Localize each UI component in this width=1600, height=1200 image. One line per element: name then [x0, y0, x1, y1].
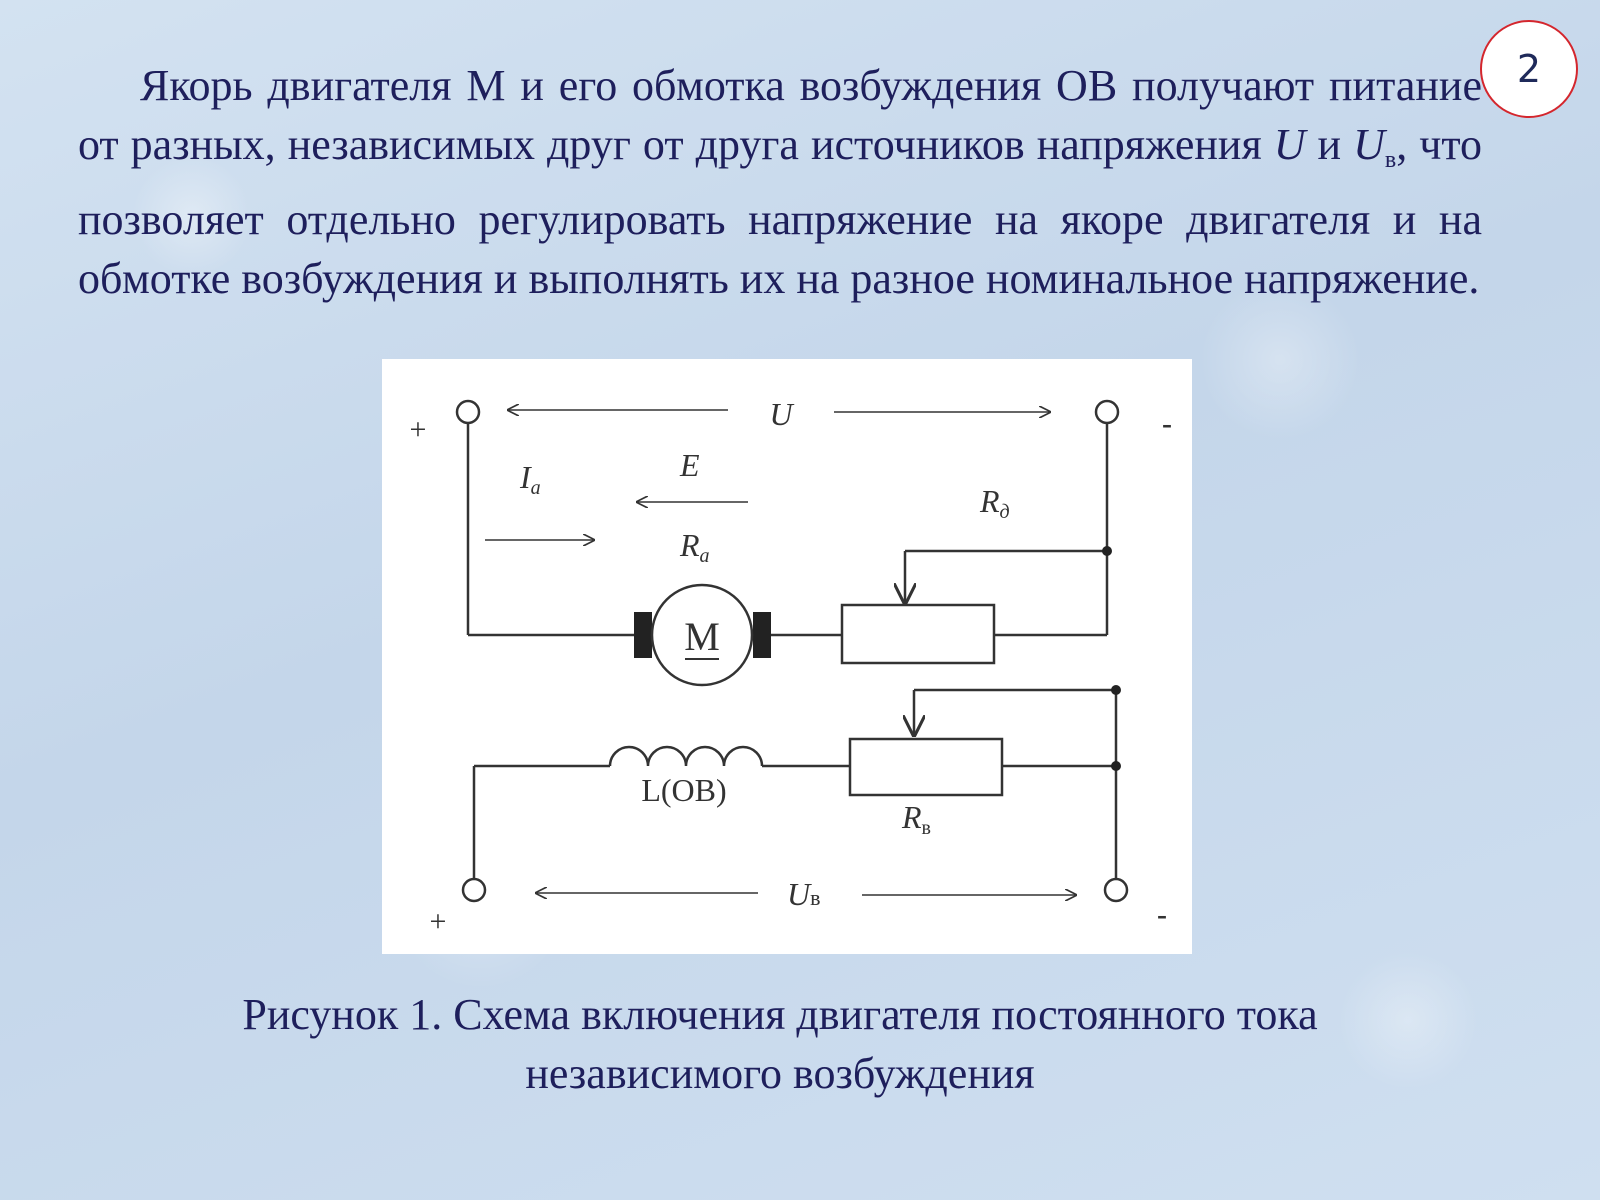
motor-brush-right [753, 612, 771, 658]
uv-label: Uв [787, 876, 821, 912]
var-uv: U [1353, 120, 1385, 169]
terminal-plus-bottom [463, 879, 485, 901]
motor-label: М [684, 614, 720, 659]
resistor-rd [842, 605, 994, 663]
body-text-part2: , что позволяет отдельно регулировать напряжение на якоре двигателя и на обмотке возбуждения и выполнять их на разное номинальное напряжение. [78, 120, 1483, 303]
circuit-diagram-svg [382, 359, 1192, 954]
u-label: U [769, 396, 793, 432]
plus-top-label: + [409, 413, 427, 446]
terminal-minus-top [1096, 401, 1118, 423]
page-number-badge: 2 [1480, 20, 1578, 118]
l-ov-label: L(ОВ) [641, 772, 727, 808]
junction-dot-lower [1111, 761, 1121, 771]
junction-dot-upper [1111, 685, 1121, 695]
field-circuit-wires [474, 690, 1116, 878]
minus-top-label: - [1162, 407, 1172, 440]
resistor-rv [850, 739, 1002, 795]
body-paragraph [78, 56, 1482, 308]
var-u: U [1273, 120, 1306, 169]
field-coil [610, 747, 762, 766]
terminal-minus-bottom [1105, 879, 1127, 901]
terminal-plus-top [457, 401, 479, 423]
motor-symbol [634, 585, 771, 685]
minus-bottom-label: - [1157, 898, 1167, 931]
ra-label: Ra [680, 527, 710, 567]
circuit-diagram [382, 359, 1192, 954]
e-label: E [680, 447, 700, 483]
ia-label: Ia [520, 459, 541, 499]
body-text-part1: Якорь двигателя М и его обмотка возбуждения ОВ получают питание от разных, независимых друг от друга источников напряжения [78, 61, 1482, 169]
figure-caption [80, 985, 1480, 1103]
motor-brush-left [634, 612, 652, 658]
rd-label: Rд [980, 483, 1010, 523]
caption-line-2: независимого возбуждения [525, 1049, 1035, 1098]
rv-label: Rв [902, 799, 931, 839]
armature-circuit-wires [468, 412, 1107, 635]
bottom-terminals [463, 685, 1127, 901]
junction-dot-top [1102, 546, 1112, 556]
plus-bottom-label: + [429, 905, 447, 938]
var-uv-subscript: в [1384, 147, 1397, 173]
body-conj: и [1305, 120, 1354, 169]
caption-line-1: Рисунок 1. Схема включения двигателя постоянного тока [242, 990, 1318, 1039]
diagram-labels [410, 396, 1172, 938]
